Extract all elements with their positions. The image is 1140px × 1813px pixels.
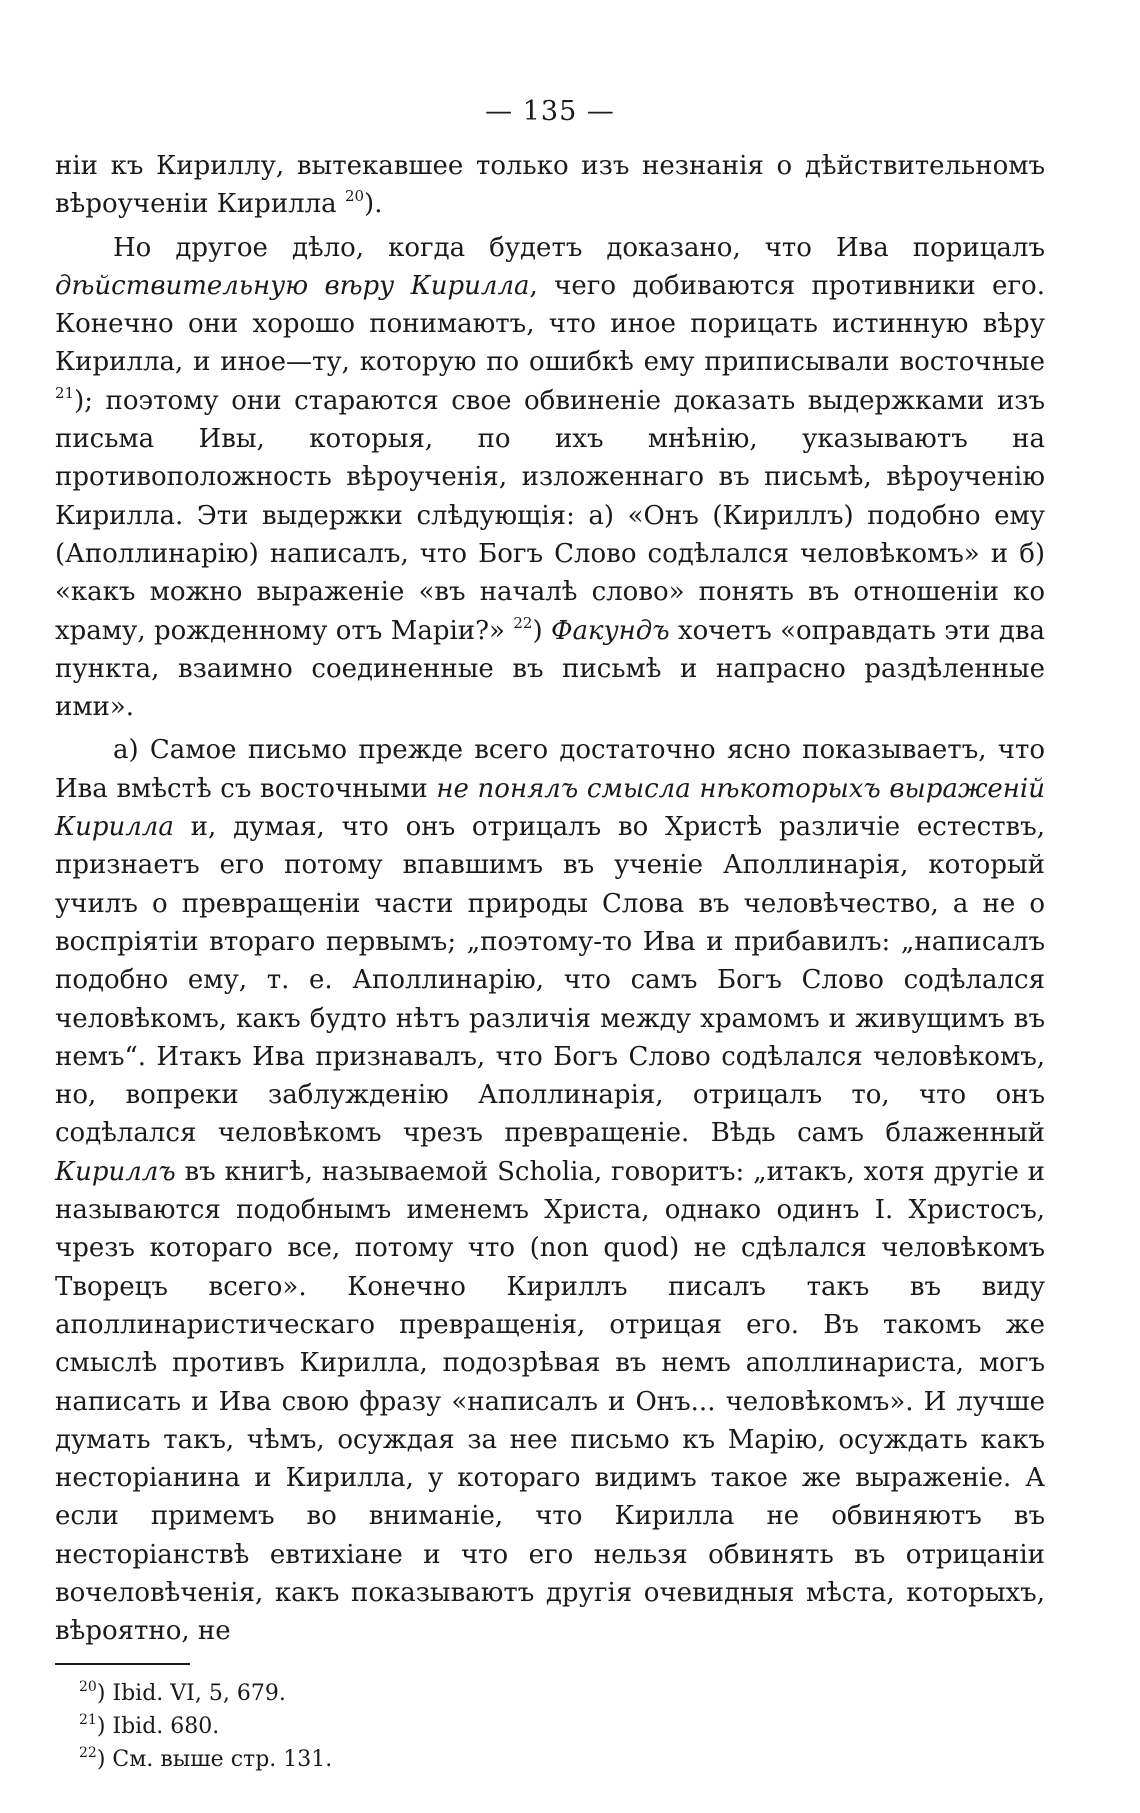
footnote-text: ) Ibid. VI, 5, 679. [96,1680,286,1706]
page-number: — 135 — [485,96,615,127]
paragraph-2-part-a: Но другое дѣло, когда будетъ доказано, что Ива порицалъ [113,232,1045,263]
paragraph-3-part-a: а) Самое письмо прежде всего достаточно ясно показываетъ, что Ива вмѣстѣ съ восточными [55,735,1045,804]
paragraph-1-text: ніи къ Кириллу, вытекавшее только изъ незнанія о дѣйствительномъ вѣроученіи Кирилла [55,151,1045,220]
paragraph-1-end: ). [364,189,383,220]
footnote-divider [55,1663,190,1665]
paragraph-2-part-b: , чего добиваются противники его. Конечно они хорошо понимаютъ, что иное порицать истинную вѣру Кирилла, и иное—ту, которую по ошибкѣ ему приписывали восточные [55,270,1045,378]
paragraph-3 [55,731,1045,1650]
footnote-mark: 20 [79,1678,97,1695]
paragraph-2-italic-d: Факундъ [550,615,670,646]
footnote-22 [79,1743,1045,1776]
paragraph-3-italic-b: Кириллъ [55,1156,176,1187]
footnote-20 [79,1677,1045,1710]
footnote-ref-22: 22 [513,613,533,632]
document-page [55,95,1045,1776]
footnote-text: ) См. выше стр. 131. [96,1746,333,1772]
footnote-text: ) Ibid. 680. [96,1713,220,1739]
paragraph-3-part-c: въ книгѣ, называемой Scholia, говоритъ: „итакъ, хотя другіе и называются подобнымъ именемъ Христа, однако одинъ І. Христосъ, чрезъ котораго все, потому что (non quod) не сдѣлался человѣкомъ Творецъ всего». Конечно Кириллъ писалъ такъ въ виду аполлинаристическаго превращенія, отрицая его. Въ такомъ же смыслѣ противъ Кирилла, подозрѣвая въ немъ аполлинариста, могъ написать и Ива свою фразу «написалъ и Онъ... человѣкомъ». И лучше думать такъ, чѣмъ, осуждая за нее письмо къ Марію, осуждать какъ несторіанина и Кирилла, у котораго видимъ такое же выраженіе. А если примемъ во вниманіе, что Кирилла не обвиняютъ въ несторіанствѣ евтихіане и что его нельзя обвинять въ отрицаніи вочеловѣченія, какъ показываютъ другія очевидныя мѣста, которыхъ, вѣроятно, не [55,1156,1045,1647]
footnote-21 [79,1710,1045,1743]
paragraph-2-italic-a: дѣйствительную вѣру Кирилла [55,270,530,301]
paragraph-2-part-d: ) [532,615,551,646]
footnote-ref-20: 20 [344,187,365,206]
paragraph-3-italic-a: не понялъ смысла нѣкоторыхъ выраженій Кирилла [55,773,1045,843]
paragraph-2-part-e: хочетъ «оправдать эти два пункта, взаимно соединенные въ письмѣ и напрасно раздѣленные ими». [55,615,1045,723]
paragraph-2-part-c: ); поэтому они стараются свое обвиненіе доказать выдержками изъ письма Ивы, которыя, по ихъ мнѣнію, указываютъ на противоположность вѣроученія, изложеннаго въ письмѣ, вѣроученію Кирилла. Эти выдержки слѣдующія: а) «Онъ (Кириллъ) подобно ему (Аполлинарію) написалъ, что Богъ Слово содѣлался человѣкомъ» и б) «какъ можно выраженіе «въ началѣ слово» понять въ отношеніи ко храму, рожденному отъ Маріи?» [55,385,1045,646]
footnote-mark: 22 [79,1744,97,1761]
paragraph-3-part-b: и, думая, что онъ отрицалъ во Христѣ различіе естествъ, признаетъ его потому впавшимъ въ ученіе Аполлинарія, который училъ о превращеніи части природы Слова въ человѣчество, а не о воспріятіи втораго первымъ; „поэтому-то Ива и прибавилъ: „написалъ подобно ему, т. е. Аполлинарію, что самъ Богъ Слово содѣлался человѣкомъ, какъ будто нѣтъ различія между храмомъ и живущимъ въ немъ“. Итакъ Ива признавалъ, что Богъ Слово содѣлался человѣкомъ, но, вопреки заблужденію Аполлинарія, отрицалъ то, что онъ содѣлался человѣкомъ чрезъ превращеніе. Вѣдь самъ блаженный [55,812,1045,1149]
paragraph-1 [55,147,1045,224]
footnote-ref-21: 21 [55,383,75,402]
footnote-mark: 21 [79,1711,97,1728]
paragraph-2 [55,229,1045,727]
